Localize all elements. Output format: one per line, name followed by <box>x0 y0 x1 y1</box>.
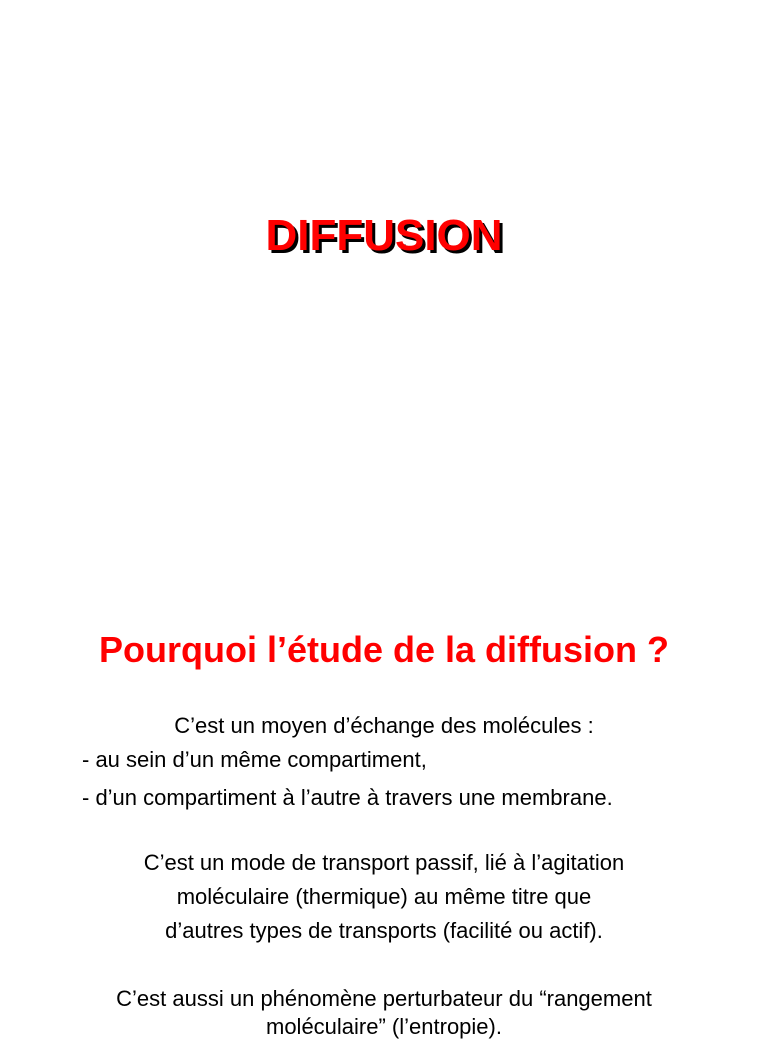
paragraph2-line: d’autres types de transports (facilité ou actif). <box>165 918 603 943</box>
bullet-item: - au sein d’un même compartiment, <box>82 747 427 772</box>
paragraph2-line: moléculaire (thermique) au même titre que <box>176 884 592 909</box>
section-heading: Pourquoi l’étude de la diffusion ? <box>99 629 669 670</box>
slide-title: DIFFUSION <box>265 211 503 260</box>
paragraph2-line: C’est un mode de transport passif, lié à l’agitation <box>143 850 625 875</box>
paragraph1-intro: C’est un moyen d’échange des molécules : <box>174 713 594 738</box>
bullet-item: - d’un compartiment à l’autre à travers une membrane. <box>82 785 613 810</box>
paragraph3-line: C’est aussi un phénomène perturbateur du “rangement <box>116 986 652 1011</box>
paragraph3-line: moléculaire” (l’entropie). <box>266 1014 502 1039</box>
